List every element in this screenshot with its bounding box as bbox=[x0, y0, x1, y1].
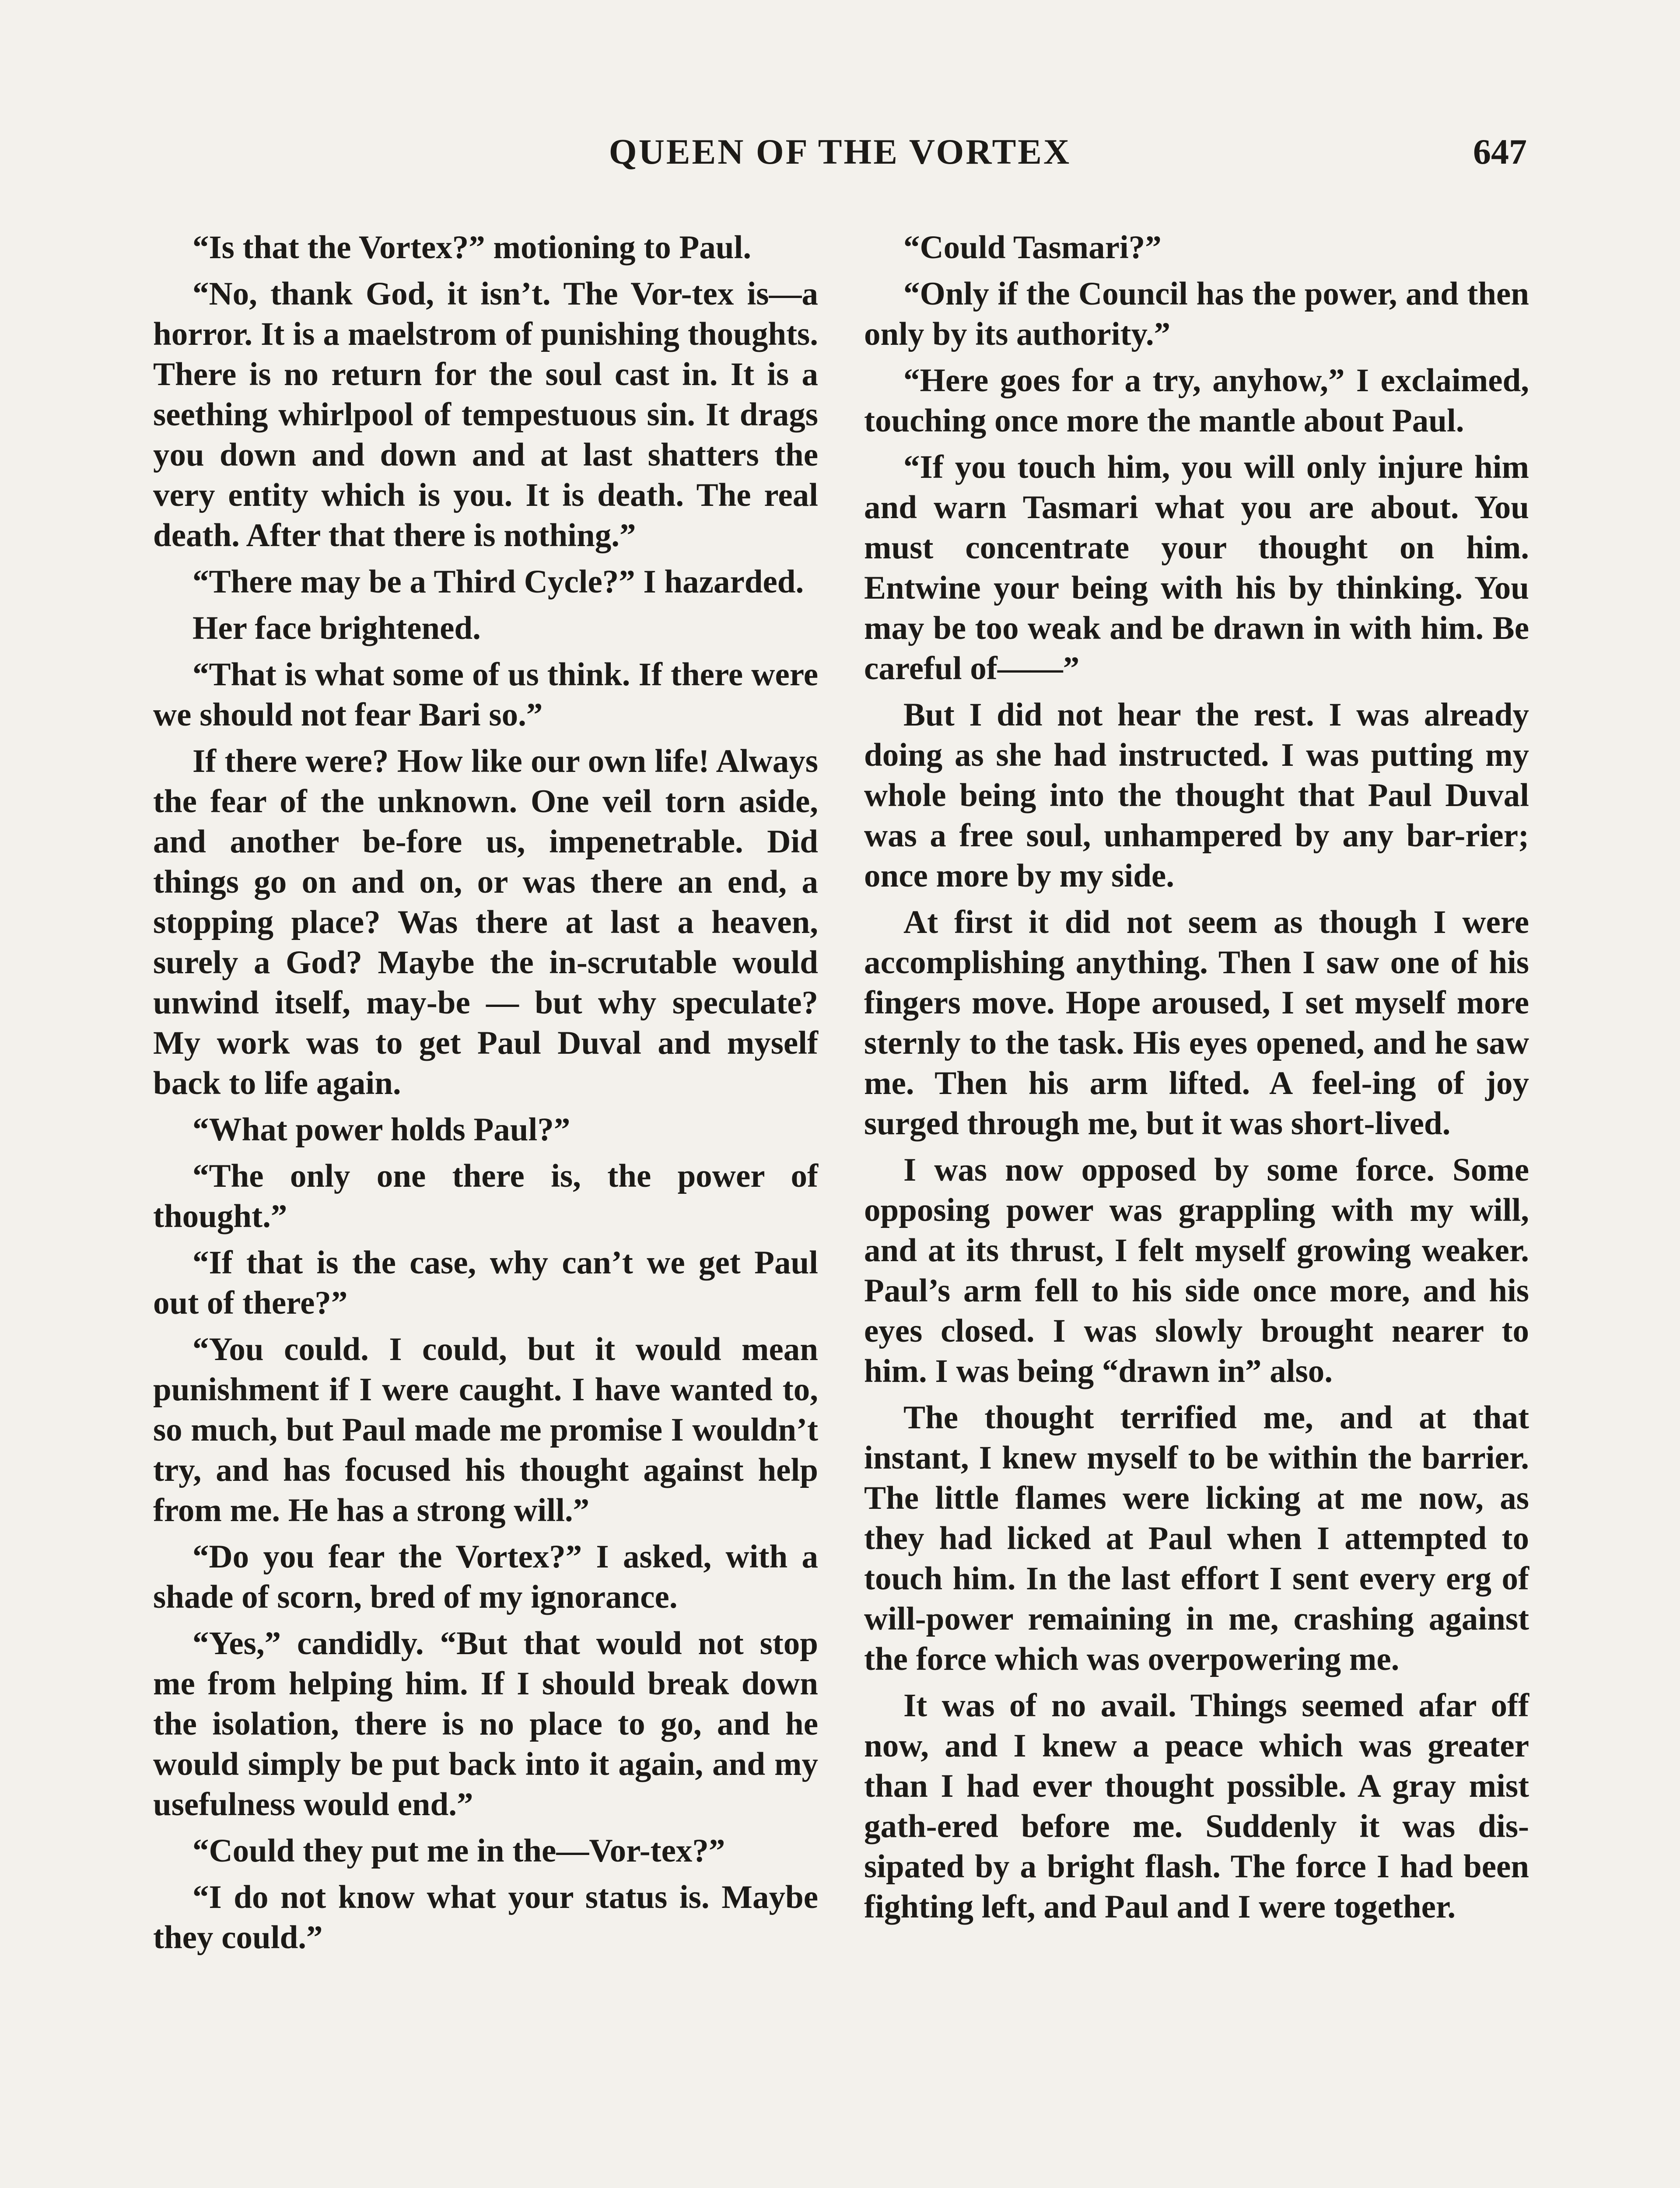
paragraph: “I do not know what your status is. Maybe they could.” bbox=[153, 1879, 818, 1956]
running-title: QUEEN OF THE VORTEX bbox=[609, 132, 1071, 172]
paragraph: “If that is the case, why can’t we get Paul out of there?” bbox=[153, 1245, 818, 1321]
running-head bbox=[153, 131, 1527, 179]
paragraph: I was now opposed by some force. Some opposing power was grappling with my will, and at its thrust, I felt myself growing weaker. Paul’s arm fell to his side once more, and his eyes closed. I was slowly brought nearer to him. I was being “drawn in” also. bbox=[864, 1152, 1529, 1389]
paragraph: Her face brightened. bbox=[192, 610, 481, 646]
paragraph: The thought terrified me, and at that instant, I knew myself to be within the barrier. The little flames were licking at me now, as they had licked at Paul when I attempted to touch him. In the last effort I sent every erg of will-power remaining in me, crashing against the force which was overpowering me. bbox=[864, 1399, 1529, 1677]
left-column bbox=[153, 228, 818, 1964]
paragraph: “Here goes for a try, anyhow,” I exclaimed, touching once more the mantle about Paul. bbox=[864, 362, 1529, 439]
paragraph: “Is that the Vortex?” motioning to Paul. bbox=[192, 229, 752, 266]
paragraph: “Yes,” candidly. “But that would not stop me from helping him. If I should break down the isolation, there is no place to go, and he would simply be put back into it again, and my usefulness would end.” bbox=[153, 1625, 818, 1823]
paragraph: At first it did not seem as though I were accomplishing anything. Then I saw one of his fingers move. Hope aroused, I set myself more sternly to the task. His eyes opened, and he saw me. Then his arm lifted. A feel-ing of joy surged through me, but it was short-lived. bbox=[864, 904, 1529, 1142]
paragraph: “If you touch him, you will only injure him and warn Tasmari what you are about. You must concentrate your thought on him. Entwine your being with his by thinking. You may be too weak and be drawn in with him. Be careful of——” bbox=[864, 449, 1529, 687]
page-number: 647 bbox=[1473, 132, 1527, 172]
paragraph: “You could. I could, but it would mean punishment if I were caught. I have wanted to, so much, but Paul made me promise I wouldn’t try, and has focused his thought against help from me. He has a strong will.” bbox=[153, 1331, 818, 1529]
paragraph: It was of no avail. Things seemed afar off now, and I knew a peace which was greater than I had ever thought possible. A gray mist gath-ered before me. Suddenly it was dis-sipated by a bright flash. The force I had been fighting left, and Paul and I were together. bbox=[864, 1687, 1529, 1925]
paragraph: “Could they put me in the—Vor-tex?” bbox=[192, 1833, 725, 1869]
paragraph: “That is what some of us think. If there were we should not fear Bari so.” bbox=[153, 656, 818, 733]
paragraph: “No, thank God, it isn’t. The Vor-tex is—a horror. It is a maelstrom of punishing thoughts. There is no return for the soul cast in. It is a seething whirlpool of tempestuous sin. It drags you down and down and at last shatters the very entity which is you. It is death. The real death. After that there is nothing.” bbox=[153, 276, 818, 554]
paragraph: “Could Tasmari?” bbox=[903, 229, 1162, 266]
right-column bbox=[864, 228, 1529, 1933]
paragraph: “Do you fear the Vortex?” I asked, with a shade of scorn, bred of my ignorance. bbox=[153, 1539, 818, 1615]
paragraph: If there were? How like our own life! Always the fear of the unknown. One veil torn aside, and another be-fore us, impenetrable. Did things go on and on, or was there an end, a stopping place? Was there at last a heaven, surely a God? Maybe the in-scrutable would unwind itself, may-be — but why speculate? My work was to get Paul Duval and myself back to life again. bbox=[153, 743, 818, 1101]
paragraph: “The only one there is, the power of thought.” bbox=[153, 1158, 818, 1234]
paragraph: But I did not hear the rest. I was already doing as she had instructed. I was putting my whole being into the thought that Paul Duval was a free soul, unhampered by any bar-rier; once more by my side. bbox=[864, 697, 1529, 894]
paragraph: “What power holds Paul?” bbox=[192, 1112, 570, 1148]
paragraph: “There may be a Third Cycle?” I hazarded. bbox=[192, 564, 804, 600]
paragraph: “Only if the Council has the power, and then only by its authority.” bbox=[864, 276, 1529, 352]
